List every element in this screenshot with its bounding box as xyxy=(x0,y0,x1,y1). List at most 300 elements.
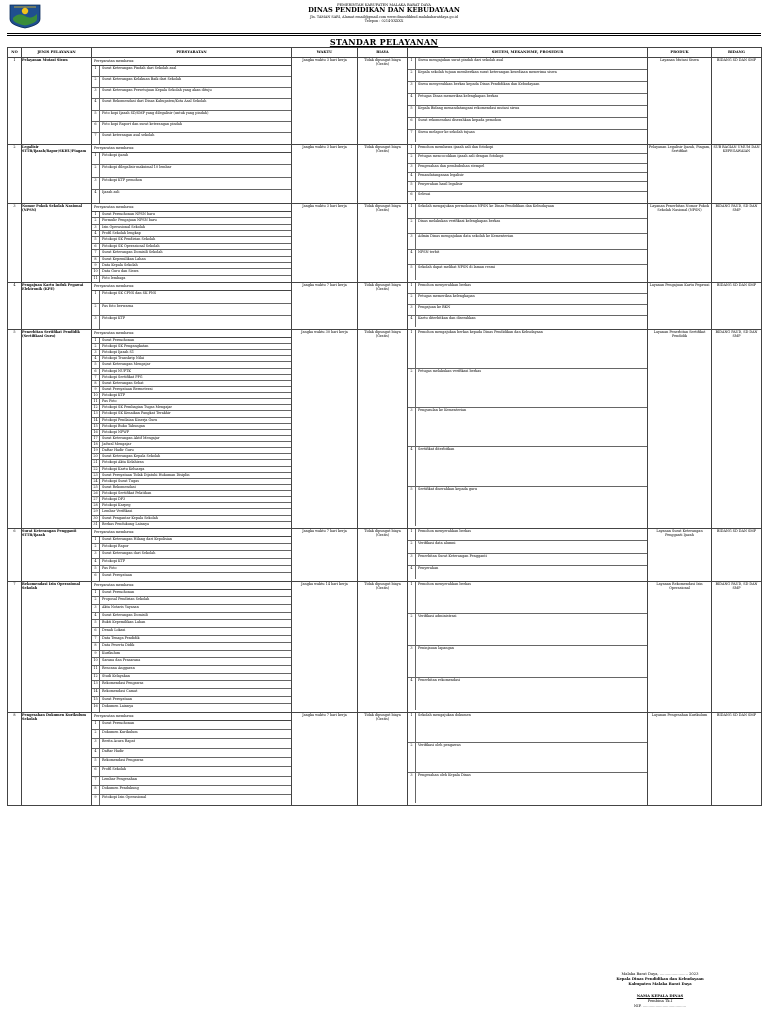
list-item-text: Surat Keterangan Mengajar xyxy=(102,362,151,367)
list-item-text: Dokumen Pendukung xyxy=(102,786,139,791)
list-item-text: Surat Rekomendasi dari Dinas Kabupaten/Kota Asal Sekolah xyxy=(102,99,207,104)
list-item-number: 5 xyxy=(408,265,416,280)
list-item-text: Surat rekomendasi diserahkan kepada pemohon xyxy=(418,118,502,122)
list-item-text: Pengajuan ke BKN xyxy=(418,304,451,309)
list-item xyxy=(408,294,647,305)
list-item-number: 1 xyxy=(92,212,100,217)
list-item xyxy=(408,164,647,173)
list-item-text: Kurikulum xyxy=(102,650,121,655)
list-item xyxy=(408,566,647,579)
service-name: Nomor Pokok Sekolah Nasional (NPSN) xyxy=(22,203,92,282)
procedure-cell xyxy=(408,329,648,528)
list-item-text: Penerbitan rekomendasi xyxy=(418,677,460,682)
requirements-cell xyxy=(92,203,292,282)
responsible-field: BIDANG PAUD, SD DAN SMP xyxy=(712,581,762,712)
list-item-number: 3 xyxy=(408,646,416,677)
col-header-field: BIDANG xyxy=(712,48,762,58)
list-item-text: Jadwal Mengajar xyxy=(102,442,132,447)
list-item-text: Petugas melakukan verifikasi berkas xyxy=(418,369,482,374)
col-header-procedure: SISTEM, MEKANISME, PROSEDUR xyxy=(408,48,648,58)
list-item-text: Surat Permohonan xyxy=(102,337,135,342)
list-item-text: Fotokopi KTP xyxy=(102,558,126,563)
service-time: Jangka waktu 3 hari kerja xyxy=(292,58,358,145)
list-item-number: 6 xyxy=(408,118,416,129)
list-item xyxy=(408,192,647,201)
list-item-text: Surat Permohonan xyxy=(102,720,135,725)
row-number: 2 xyxy=(8,144,22,203)
list-item xyxy=(408,369,647,408)
list-item-number: 2 xyxy=(408,219,416,233)
service-product: Layanan Rekomendasi Izin Operasional xyxy=(648,581,712,712)
list-item-text: Fotokopi Transkrip Nilai xyxy=(102,356,145,361)
list-item-number: 1 xyxy=(92,66,100,76)
list-item-number: 5 xyxy=(92,620,100,627)
list-item-number: 2 xyxy=(92,218,100,223)
table-row xyxy=(8,329,762,528)
service-product: Layanan Penerbitan Nomor Pokok Sekolah Nasional (NPSN) xyxy=(648,203,712,282)
list-item-number: 13 xyxy=(92,681,100,688)
list-item xyxy=(408,234,647,249)
list-item-text: Surat Pernyataan Bermeterai xyxy=(102,386,153,391)
row-number: 4 xyxy=(8,282,22,329)
list-item-number: 17 xyxy=(92,436,100,441)
list-item-text: Fotokopi Ijazah S1 xyxy=(102,350,135,355)
list-item-number: 3 xyxy=(408,554,416,566)
list-item-number: 1 xyxy=(92,338,100,343)
item-list xyxy=(92,337,291,528)
col-header-requirements: PERSYARATAN xyxy=(92,48,292,58)
list-item-number: 7 xyxy=(92,375,100,380)
requirements-cell xyxy=(92,282,292,329)
item-list xyxy=(92,589,291,712)
list-item-text: Surat Keterangan Aktif Mengajar xyxy=(102,435,160,440)
list-item-text: Pas Foto xyxy=(102,399,117,404)
list-item-text: Surat Keterangan Domisili Sekolah xyxy=(102,250,163,255)
list-item-text: Akta Notaris Yayasan xyxy=(102,605,139,609)
list-item xyxy=(92,758,291,767)
list-item-number: 6 xyxy=(92,767,100,775)
list-item xyxy=(408,773,647,803)
list-item-number: 2 xyxy=(92,597,100,604)
list-item-number: 14 xyxy=(92,689,100,696)
list-item-number: 6 xyxy=(408,192,416,201)
row-number: 8 xyxy=(8,712,22,805)
list-item-text: Petugas mencocokkan ijazah asli dengan fotokopi xyxy=(418,154,504,159)
list-item xyxy=(408,173,647,182)
list-item-text: Fotokopi SK Pengangkatan xyxy=(102,344,149,349)
list-item-text: Ijazah asli xyxy=(102,190,120,195)
requirements-heading: Persyaratan membawa: xyxy=(94,529,135,534)
list-item-number: 2 xyxy=(408,70,416,81)
list-item-number: 4 xyxy=(408,250,416,264)
list-item-text: Sekolah dapat melihat NPSN di laman resmi xyxy=(418,264,495,269)
list-item-number: 3 xyxy=(408,82,416,93)
list-item-text: Berkas Pendukung Lainnya xyxy=(102,521,150,526)
list-item-text: Rencana Anggaran xyxy=(102,666,135,670)
list-item-number: 4 xyxy=(408,678,416,710)
responsible-field: BIDANG SD DAN SMP xyxy=(712,282,762,329)
list-item-number: 20 xyxy=(92,454,100,459)
list-item xyxy=(92,66,291,77)
letterhead-government: PEMERINTAH KABUPATEN MALAKA BARAT DAYA xyxy=(337,3,431,7)
list-item-number: 19 xyxy=(92,448,100,453)
list-item-number: 5 xyxy=(408,487,416,526)
list-item-number: 3 xyxy=(408,234,416,248)
list-item xyxy=(408,58,647,70)
list-item-number: 18 xyxy=(92,442,100,447)
requirements-heading: Persyaratan membawa: xyxy=(94,204,135,209)
requirements-cell xyxy=(92,58,292,145)
list-item-text: Bukti Kepemilikan Lahan xyxy=(102,620,146,625)
responsible-field: BIDANG SD DAN SMP xyxy=(712,58,762,145)
list-item-text: Sertifikat diterbitkan xyxy=(418,447,455,452)
item-list xyxy=(92,211,291,282)
list-item-number: 5 xyxy=(408,106,416,117)
list-item xyxy=(92,658,291,666)
list-item-text: Surat Keterangan Kelakuan Baik dari Sekolah xyxy=(102,77,182,82)
list-item-text: Fotokopi KTP xyxy=(102,393,126,398)
requirements-cell xyxy=(92,581,292,712)
service-fee: Tidak dipungut biaya (Gratis) xyxy=(358,329,408,528)
list-item-number: 2 xyxy=(92,544,100,550)
list-item-number: 9 xyxy=(92,795,100,804)
item-list xyxy=(408,713,647,803)
list-item xyxy=(92,122,291,133)
service-fee: Tidak dipungut biaya (Gratis) xyxy=(358,144,408,203)
list-item-text: Fotokopi SK Operasional Sekolah xyxy=(102,243,160,248)
list-item-text: Lembar Pengesahan xyxy=(102,776,138,781)
list-item xyxy=(92,304,291,317)
list-item-text: Surat Keterangan Pindah dari Sekolah asal xyxy=(102,66,177,70)
list-item-number: 27 xyxy=(92,497,100,502)
list-item-text: Surat Pengantar Kepala Sekolah xyxy=(102,515,158,520)
list-item-number: 26 xyxy=(92,491,100,496)
list-item-text: Data Kepala Sekolah xyxy=(102,262,138,267)
list-item xyxy=(92,767,291,776)
list-item-number: 6 xyxy=(92,573,100,580)
list-item-number: 12 xyxy=(92,405,100,410)
list-item-text: Kepala Bidang menandatangani rekomendasi mutasi siswa xyxy=(418,106,520,110)
list-item-text: Profil Sekolah xyxy=(102,767,127,772)
list-item-text: Fotokopi Buku Tabungan xyxy=(102,423,145,428)
service-product: Layanan Pengajuan Kartu Pegawai xyxy=(648,282,712,329)
service-fee: Tidak dipungut biaya (Gratis) xyxy=(358,712,408,805)
list-item-text: NPSN terbit xyxy=(418,249,440,254)
list-item-text: Penyerahan xyxy=(418,566,439,571)
list-item xyxy=(92,178,291,191)
table-row xyxy=(8,528,762,581)
list-item xyxy=(408,250,647,265)
list-item xyxy=(92,620,291,628)
list-item-number: 6 xyxy=(92,244,100,249)
sign-position: Kepala Dinas Pendidikan dan Kebudayaan xyxy=(616,976,704,981)
list-item-text: Verifikasi oleh pengawas xyxy=(418,742,461,747)
responsible-field: BIDANG SD DAN SMP xyxy=(712,528,762,581)
list-item xyxy=(408,330,647,369)
item-list xyxy=(92,536,291,581)
list-item-number: 4 xyxy=(92,99,100,109)
list-item-number: 1 xyxy=(408,582,416,613)
row-number: 6 xyxy=(8,528,22,581)
list-item-number: 7 xyxy=(92,777,100,785)
list-item-number: 3 xyxy=(408,305,416,315)
item-list xyxy=(408,283,647,327)
sign-nip: NIP. ..................................... xyxy=(633,1004,687,1009)
list-item-number: 4 xyxy=(408,94,416,105)
list-item-text: Penerbitan Surat Keterangan Pengganti xyxy=(418,553,487,558)
list-item-text: Fotokopi Akta Kelahiran xyxy=(102,460,144,465)
list-item xyxy=(92,651,291,659)
list-item-text: Lembar Verifikasi xyxy=(102,509,133,514)
list-item-text: Sarana dan Prasarana xyxy=(102,658,141,663)
service-product: Pelayanan Legalisir Ijazah, Piagam, Sertifikat xyxy=(648,144,712,203)
list-item-text: Studi Kelayakan xyxy=(102,673,130,678)
list-item xyxy=(408,529,647,542)
requirements-cell xyxy=(92,528,292,581)
list-item-text: Daftar Hadir Guru xyxy=(102,448,134,453)
list-item-text: Berita Acara Rapat xyxy=(102,739,135,744)
list-item-number: 21 xyxy=(92,460,100,465)
list-item-number: 16 xyxy=(92,430,100,435)
list-item-text: Fotokopi dilegalisir maksimal 10 lembar xyxy=(102,165,172,170)
list-item-number: 3 xyxy=(92,551,100,557)
list-item-number: 4 xyxy=(408,173,416,181)
list-item-text: Fotokopi KTP pemohon xyxy=(102,177,143,182)
list-item-number: 2 xyxy=(408,541,416,553)
service-name: Legalisir STTB/Ijazah/Rapor/SKHU/Piagam xyxy=(22,144,92,203)
list-item-text: Data Guru dan Siswa xyxy=(102,269,139,274)
list-item-number: 2 xyxy=(92,730,100,738)
list-item xyxy=(408,219,647,234)
list-item-text: Foto lembaga xyxy=(102,275,126,280)
list-item xyxy=(92,190,291,203)
list-item xyxy=(92,544,291,551)
list-item-number: 9 xyxy=(92,387,100,392)
list-item-number: 3 xyxy=(92,605,100,612)
list-item-number: 11 xyxy=(92,399,100,404)
list-item-number: 6 xyxy=(92,369,100,374)
list-item-number: 1 xyxy=(92,153,100,165)
list-item-text: Daftar Hadir xyxy=(102,748,124,753)
list-item-text: Pengusulan ke Kementerian xyxy=(418,408,467,413)
page-title: STANDAR PELAYANAN xyxy=(329,37,439,47)
list-item-text: Fotokopi Izin Operasional xyxy=(102,795,147,800)
list-item-text: Pengesahan oleh Kepala Dinas xyxy=(418,772,471,777)
list-item xyxy=(92,674,291,682)
list-item-number: 3 xyxy=(92,178,100,190)
list-item xyxy=(408,204,647,219)
list-item xyxy=(92,628,291,636)
list-item-number: 5 xyxy=(92,566,100,572)
list-item xyxy=(92,795,291,804)
list-item-number: 8 xyxy=(92,381,100,386)
service-name: Rekomendasi Izin Operasional Sekolah xyxy=(22,581,92,712)
list-item-number: 2 xyxy=(92,165,100,177)
col-header-time: WAKTU xyxy=(292,48,358,58)
list-item-number: 2 xyxy=(408,154,416,162)
list-item-number: 4 xyxy=(92,613,100,620)
list-item-text: Fotokopi NUPTK xyxy=(102,368,131,373)
list-item xyxy=(92,590,291,598)
list-item-text: Selesai xyxy=(418,191,431,196)
list-item-text: Foto kopi Ijazah SD/SMP yang dilegalisir (untuk yang pindah) xyxy=(102,110,209,115)
service-product: Layanan Surat Keterangan Pengganti Ijazah xyxy=(648,528,712,581)
list-item-text: Foto kopi Raport dan surat keterangan pindah xyxy=(102,121,183,126)
list-item-number: 5 xyxy=(408,182,416,190)
list-item xyxy=(92,111,291,122)
col-header-product: PRODUK xyxy=(648,48,712,58)
list-item xyxy=(92,643,291,651)
list-item-number: 15 xyxy=(92,697,100,704)
service-fee: Tidak dipungut biaya (Gratis) xyxy=(358,282,408,329)
list-item xyxy=(408,94,647,106)
list-item xyxy=(92,689,291,697)
list-item xyxy=(408,305,647,316)
list-item-text: Rekomendasi Camat xyxy=(102,688,138,693)
list-item-text: Sekolah mengajukan dokumen xyxy=(418,712,471,717)
list-item-number: 2 xyxy=(92,344,100,349)
letterhead-rule xyxy=(7,33,761,34)
row-number: 3 xyxy=(8,203,22,282)
list-item-text: Surat Keterangan Persetujuan Kepala Sekolah yang akan dituju xyxy=(102,88,212,93)
list-item-number: 5 xyxy=(92,111,100,121)
list-item-number: 8 xyxy=(92,786,100,794)
list-item xyxy=(92,77,291,88)
table-body xyxy=(8,58,762,806)
list-item-text: Fotokopi KTP xyxy=(102,316,126,321)
procedure-cell xyxy=(408,712,648,805)
list-item xyxy=(92,730,291,739)
list-item-text: Fotokopi ijazah xyxy=(102,152,129,157)
list-item-text: Fotokopi Penilaian Kinerja Guru xyxy=(102,417,158,422)
list-item-number: 3 xyxy=(408,164,416,172)
list-item-text: Surat Pernyataan Tidak Dijatuhi Hukuman Disiplin xyxy=(102,472,190,477)
list-item-number: 30 xyxy=(92,516,100,521)
list-item-text: Surat Permohonan xyxy=(102,589,135,594)
list-item-number: 5 xyxy=(92,758,100,766)
list-item-number: 4 xyxy=(408,316,416,327)
list-item-text: Denah Lokasi xyxy=(102,627,126,632)
list-item-number: 9 xyxy=(92,263,100,268)
list-item-text: Surat keterangan asal sekolah xyxy=(102,132,155,137)
list-item xyxy=(92,537,291,544)
list-item xyxy=(408,541,647,554)
col-header-service: JENIS PELAYANAN xyxy=(22,48,92,58)
list-item xyxy=(408,283,647,294)
list-item-number: 31 xyxy=(92,522,100,528)
list-item-text: Surat Kepemilikan Lahan xyxy=(102,256,146,261)
list-item-number: 10 xyxy=(92,393,100,398)
list-item-number: 10 xyxy=(92,269,100,274)
list-item-text: Surat Keterangan Domisili xyxy=(102,612,148,617)
list-item-text: Surat Keterangan Sehat xyxy=(102,380,144,385)
list-item xyxy=(408,106,647,118)
list-item-text: Fotokopi SK Pendirian Sekolah xyxy=(102,237,156,242)
requirements-cell xyxy=(92,329,292,528)
list-item xyxy=(92,777,291,786)
list-item-number: 8 xyxy=(92,643,100,650)
procedure-cell xyxy=(408,528,648,581)
list-item-number: 1 xyxy=(92,537,100,543)
list-item-text: Fotokopi NPWP xyxy=(102,429,130,434)
list-item-number: 2 xyxy=(408,743,416,772)
list-item-text: Fotokopi SK Kenaikan Pangkat Terakhir xyxy=(102,411,171,416)
list-item xyxy=(408,145,647,154)
service-fee: Tidak dipungut biaya (Gratis) xyxy=(358,581,408,712)
table-row xyxy=(8,203,762,282)
item-list xyxy=(408,529,647,579)
list-item-text: Data Tenaga Pendidik xyxy=(102,635,140,640)
list-item xyxy=(408,614,647,646)
list-item-text: Pemohon mengajukan berkas kepada Dinas Pendidikan dan Kebudayaan xyxy=(418,329,543,334)
list-item-number: 1 xyxy=(408,204,416,218)
list-item-number: 4 xyxy=(92,749,100,757)
list-item xyxy=(92,721,291,730)
requirements-heading: Persyaratan membawa: xyxy=(94,145,135,150)
responsible-field: BIDANG SD DAN SMP xyxy=(712,712,762,805)
list-item xyxy=(92,605,291,613)
list-item-number: 4 xyxy=(408,447,416,485)
list-item-number: 2 xyxy=(408,614,416,645)
list-item-text: Surat Keterangan Kepala Sekolah xyxy=(102,454,161,459)
requirements-heading: Persyaratan membawa: xyxy=(94,59,135,63)
list-item-number: 9 xyxy=(92,651,100,658)
list-item-number: 12 xyxy=(92,674,100,681)
list-item-text: Penyerahan hasil legalisir xyxy=(418,182,463,187)
list-item-text: Fotokopi SK Pembagian Tugas Mengajar xyxy=(102,405,173,410)
list-item xyxy=(92,613,291,621)
list-item-text: Profil Sekolah lengkap xyxy=(102,231,141,236)
list-item-number: 3 xyxy=(92,88,100,98)
service-time: Jangka waktu 3 hari kerja xyxy=(292,203,358,282)
requirements-cell xyxy=(92,144,292,203)
requirements-cell xyxy=(92,712,292,805)
list-item-number: 11 xyxy=(92,666,100,673)
list-item-text: Siswa menyerahkan berkas kepada Dinas Pendidikan dan Kebudayaan xyxy=(418,82,540,86)
item-list xyxy=(408,582,647,710)
list-item xyxy=(92,597,291,605)
list-item-text: Verifikasi data alumni xyxy=(418,541,456,546)
list-item-text: Fotokopi Kartu Keluarga xyxy=(102,466,145,471)
service-time: Jangka waktu 7 hari kerja xyxy=(292,712,358,805)
list-item-number: 14 xyxy=(92,418,100,423)
list-item xyxy=(92,133,291,144)
procedure-cell xyxy=(408,58,648,145)
table-row xyxy=(8,712,762,805)
list-item-number: 3 xyxy=(92,316,100,329)
service-time: Jangka waktu 30 hari kerja xyxy=(292,329,358,528)
list-item xyxy=(408,678,647,710)
list-item-text: Sekolah mengajukan permohonan NPSN ke Dinas Pendidikan dan Kebudayaan xyxy=(418,203,555,208)
item-list xyxy=(408,145,647,201)
list-item-number: 7 xyxy=(92,133,100,144)
list-item-number: 22 xyxy=(92,467,100,472)
col-header-no: NO xyxy=(8,48,22,58)
list-item-number: 5 xyxy=(92,362,100,367)
requirements-heading: Persyaratan membawa: xyxy=(94,330,135,335)
list-item-text: Surat Pernyataan xyxy=(102,696,133,701)
list-item-number: 6 xyxy=(92,122,100,132)
list-item-text: Surat Pernyataan xyxy=(102,573,133,578)
list-item-number: 1 xyxy=(408,283,416,293)
list-item-text: Rekomendasi Pengawas xyxy=(102,758,144,763)
requirements-heading: Persyaratan membawa: xyxy=(94,713,135,718)
list-item-text: Pemohon membawa ijazah asli dan fotokopi xyxy=(418,144,494,149)
list-item-number: 4 xyxy=(92,559,100,565)
responsible-field: BIDANG PAUD, SD DAN SMP xyxy=(712,329,762,528)
list-item-number: 28 xyxy=(92,503,100,508)
list-item xyxy=(408,646,647,678)
